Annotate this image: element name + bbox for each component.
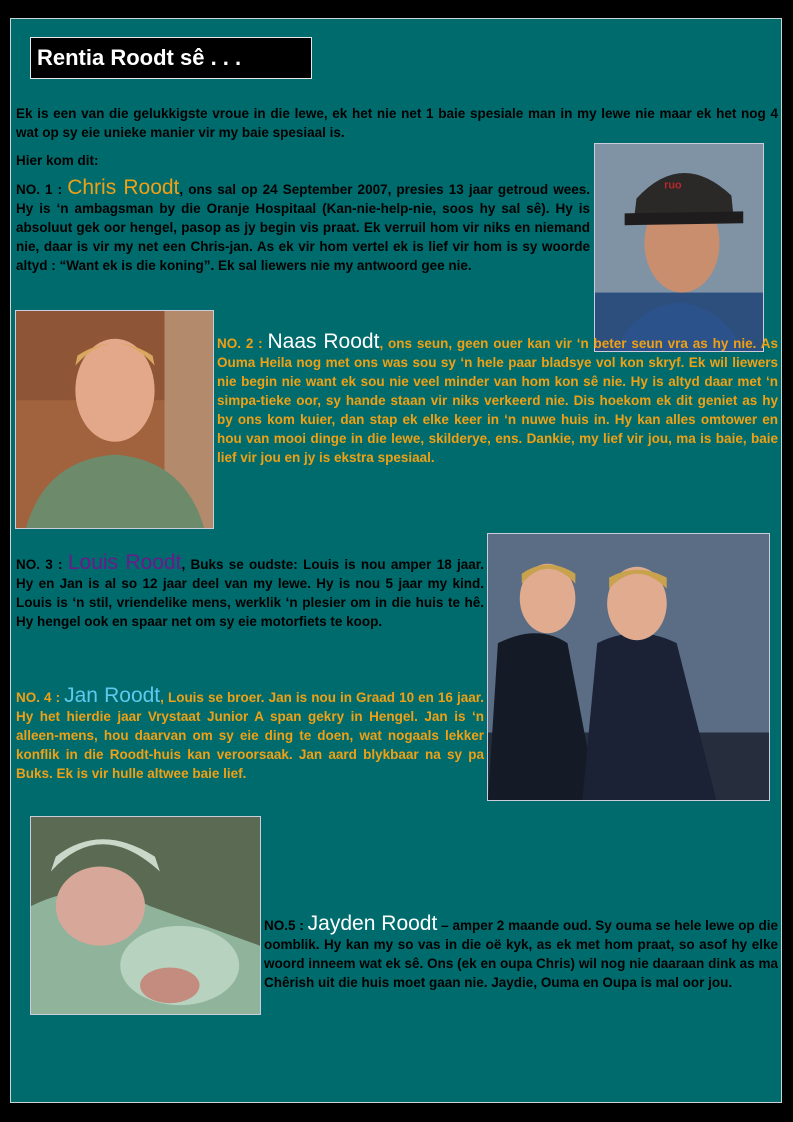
hier-kom-dit: Hier kom dit: <box>16 153 99 168</box>
entry-3-name: Louis Roodt <box>67 551 182 574</box>
entry-2-name: Naas Roodt <box>267 330 380 353</box>
entry-2-paragraph <box>217 332 778 467</box>
entry-3-number: NO. 3 : <box>16 557 68 572</box>
entry-4-name: Jan Roodt <box>64 684 161 707</box>
entry-5-number: NO.5 : <box>264 918 308 933</box>
entry-1-paragraph <box>16 178 590 275</box>
entry-4-number: NO. 4 : <box>16 690 65 705</box>
entry-1-number: NO. 1 : <box>16 182 68 197</box>
man-in-cap-photo <box>594 143 764 352</box>
page-title: Rentia Roodt sê . . . <box>30 37 312 79</box>
entry-5-name: Jayden Roodt <box>307 912 438 935</box>
entry-1-text: , ons sal op 24 September 2007, presies 13 jaar getroud wees. Hy is ‘n ambagsman by die Oranje Hospitaal (Kan-nie-help-nie, soos hy sal sê). Hy is absoluut gek oor hengel, pasop as jy begin vis praat. Ek verruil hom vir niks en niemand nie, daar is vir my net een Chris-jan. As ek vir hom vertel ek is lief vir hom is sy woorde altyd : “Want ek is die koning”. Ek sal liewers nie my antwoord gee nie. <box>16 182 590 273</box>
entry-2-number: NO. 2 : <box>217 336 268 351</box>
entry-2-text: , ons seun, geen ouer kan vir ‘n beter seun vra as hy nie. As Ouma Heila nog met ons was sou sy ‘n hele paar bladsye vol kon skryf. Ek wil liewers nie begin nie want ek sou nie veel minder van hom kon sê nie. Hy is altyd daar met ‘n simpa-tieke oor, sy hande staan vir niks verkeerd nie. Dis hoekom ek dit geniet as hy by ons kom kuier, dan stap ek elke keer in ‘n nuwe huis in. Hy kan alles omtower en hou van mooi dinge in die lewe, skilderye, ens. Dankie, my lief vir jou, ma is baie, baie lief vir jou en jy is ekstra spesiaal. <box>217 336 778 465</box>
entry-5-paragraph <box>264 914 778 992</box>
entry-3-paragraph <box>16 553 484 631</box>
intro-paragraph: Ek is een van die gelukkigste vroue in die lewe, ek het nie net 1 baie spesiale man in my lewe nie maar ek het nog 4 wat op sy eie unieke manier vir my baie spesiaal is. <box>16 106 778 140</box>
baby-photo <box>30 816 261 1015</box>
entry-4-text: , Louis se broer. Jan is nou in Graad 10 en 16 jaar. Hy het hierdie jaar Vrystaat Junior A span gekry in Hengel. Jan is ‘n alleen-mens, hou daarvan om sy eie ding te doen, wat nogaals lekker konflik in die Roodt-huis kan veroorsaak. Jan aard blykbaar na sy pa Buks. Ek is vir hulle altwee baie lief. <box>16 690 484 781</box>
entry-4-paragraph <box>16 686 484 783</box>
entry-1-name: Chris Roodt <box>67 176 180 199</box>
two-boys-photo <box>487 533 770 801</box>
svg-text:ruo: ruo <box>664 179 682 192</box>
young-man-photo <box>15 310 214 529</box>
entry-3-text: , Buks se oudste: Louis is nou amper 18 jaar. Hy en Jan is al so 12 jaar deel van my lewe. Hy is nou 5 jaar my kind. Louis is ‘n stil, vriendelike mens, werklik ‘n plesier om in die huis te hê. Hy hengel ook en spaar net om sy eie motorfiets te koop. <box>16 557 485 629</box>
entry-5-text: – amper 2 maande oud. Sy ouma se hele lewe op die oomblik. Hy kan my so vas in die oë kyk, as ek met hom praat, so asof hy elke woord inneem wat ek sê. Ons (ek en oupa Chris) wil nog nie daaraan dink as ma Chêrish uit die huis moet gaan nie. Jaydie, Ouma en Oupa is mal oor jou. <box>264 918 779 990</box>
